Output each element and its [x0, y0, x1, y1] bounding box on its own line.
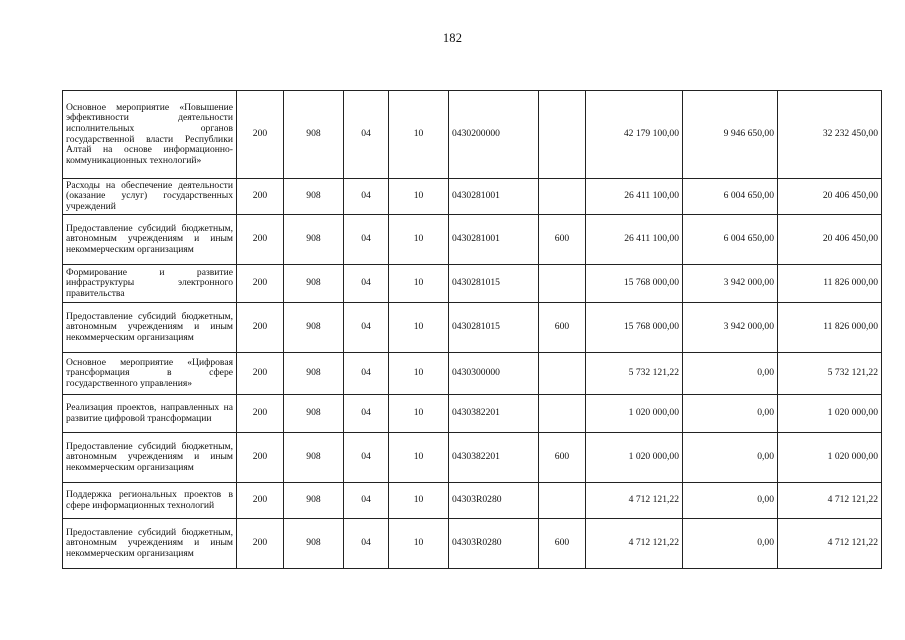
table-row — [63, 303, 882, 353]
cell-col4: 10 — [389, 433, 449, 483]
budget-table — [62, 90, 882, 569]
cell-type — [539, 91, 586, 179]
cell-amount3: 11 826 000,00 — [778, 265, 882, 303]
cell-col2: 908 — [284, 303, 344, 353]
cell-amount3: 20 406 450,00 — [778, 179, 882, 215]
page-number: 182 — [442, 31, 463, 45]
table-row — [63, 91, 882, 179]
cell-col2: 908 — [284, 433, 344, 483]
cell-amount3: 1 020 000,00 — [778, 395, 882, 433]
cell-code: 0430281001 — [449, 179, 539, 215]
cell-col1: 200 — [237, 433, 284, 483]
cell-amount1: 4 712 121,22 — [586, 519, 683, 569]
cell-type — [539, 483, 586, 519]
cell-col3: 04 — [344, 265, 389, 303]
cell-amount1: 1 020 000,00 — [586, 395, 683, 433]
cell-amount2: 0,00 — [683, 519, 778, 569]
cell-amount1: 26 411 100,00 — [586, 179, 683, 215]
cell-amount2: 6 004 650,00 — [683, 215, 778, 265]
cell-code: 04303R0280 — [449, 483, 539, 519]
cell-col3: 04 — [344, 303, 389, 353]
cell-col1: 200 — [237, 303, 284, 353]
row-description: Расходы на обеспечение деятельности (оказание услуг) государственных учреждений — [63, 179, 237, 215]
row-description: Предоставление субсидий бюджетным, автономным учреждениям и иным некоммерческим организациям — [63, 433, 237, 483]
cell-code: 0430382201 — [449, 433, 539, 483]
cell-col1: 200 — [237, 353, 284, 395]
cell-col3: 04 — [344, 395, 389, 433]
cell-col1: 200 — [237, 519, 284, 569]
cell-col4: 10 — [389, 91, 449, 179]
cell-col4: 10 — [389, 353, 449, 395]
cell-amount3: 5 732 121,22 — [778, 353, 882, 395]
cell-col3: 04 — [344, 179, 389, 215]
cell-code: 0430200000 — [449, 91, 539, 179]
cell-amount1: 15 768 000,00 — [586, 303, 683, 353]
cell-col4: 10 — [389, 519, 449, 569]
table-row — [63, 395, 882, 433]
table-row — [63, 483, 882, 519]
cell-col3: 04 — [344, 91, 389, 179]
cell-col2: 908 — [284, 483, 344, 519]
cell-col2: 908 — [284, 353, 344, 395]
cell-col2: 908 — [284, 519, 344, 569]
table-row — [63, 215, 882, 265]
cell-amount2: 3 942 000,00 — [683, 265, 778, 303]
cell-amount3: 32 232 450,00 — [778, 91, 882, 179]
cell-col3: 04 — [344, 519, 389, 569]
cell-col4: 10 — [389, 265, 449, 303]
cell-amount2: 0,00 — [683, 353, 778, 395]
cell-amount3: 1 020 000,00 — [778, 433, 882, 483]
cell-amount2: 0,00 — [683, 483, 778, 519]
row-description: Предоставление субсидий бюджетным, автономным учреждениям и иным некоммерческим организациям — [63, 215, 237, 265]
cell-type: 600 — [539, 303, 586, 353]
cell-code: 0430281001 — [449, 215, 539, 265]
cell-amount2: 3 942 000,00 — [683, 303, 778, 353]
cell-col1: 200 — [237, 215, 284, 265]
cell-code: 0430382201 — [449, 395, 539, 433]
cell-amount3: 4 712 121,22 — [778, 519, 882, 569]
cell-col1: 200 — [237, 179, 284, 215]
cell-col4: 10 — [389, 483, 449, 519]
cell-amount1: 4 712 121,22 — [586, 483, 683, 519]
row-description: Основное мероприятие «Цифровая трансформация в сфере государственного управления» — [63, 353, 237, 395]
cell-amount2: 0,00 — [683, 433, 778, 483]
cell-col4: 10 — [389, 395, 449, 433]
cell-col2: 908 — [284, 265, 344, 303]
cell-col2: 908 — [284, 179, 344, 215]
cell-amount1: 42 179 100,00 — [586, 91, 683, 179]
table-row — [63, 265, 882, 303]
table-row — [63, 353, 882, 395]
cell-col3: 04 — [344, 215, 389, 265]
cell-amount3: 4 712 121,22 — [778, 483, 882, 519]
cell-type: 600 — [539, 433, 586, 483]
cell-col1: 200 — [237, 395, 284, 433]
cell-code: 0430281015 — [449, 265, 539, 303]
cell-type — [539, 353, 586, 395]
row-description: Основное мероприятие «Повышение эффективности деятельности исполнительных органов государственной власти Республики Алтай на основе информационно-коммуникационных технологий» — [63, 91, 237, 179]
cell-col2: 908 — [284, 91, 344, 179]
cell-code: 04303R0280 — [449, 519, 539, 569]
cell-code: 0430300000 — [449, 353, 539, 395]
table-row — [63, 179, 882, 215]
cell-type: 600 — [539, 215, 586, 265]
row-description: Поддержка региональных проектов в сфере информационных технологий — [63, 483, 237, 519]
cell-type — [539, 265, 586, 303]
cell-type: 600 — [539, 519, 586, 569]
row-description: Формирование и развитие инфраструктуры электронного правительства — [63, 265, 237, 303]
cell-type — [539, 179, 586, 215]
cell-col4: 10 — [389, 215, 449, 265]
cell-col1: 200 — [237, 265, 284, 303]
cell-col1: 200 — [237, 483, 284, 519]
cell-col3: 04 — [344, 433, 389, 483]
cell-amount1: 1 020 000,00 — [586, 433, 683, 483]
table-row — [63, 519, 882, 569]
cell-col1: 200 — [237, 91, 284, 179]
cell-amount1: 5 732 121,22 — [586, 353, 683, 395]
cell-col4: 10 — [389, 179, 449, 215]
cell-amount1: 26 411 100,00 — [586, 215, 683, 265]
cell-amount3: 20 406 450,00 — [778, 215, 882, 265]
cell-col2: 908 — [284, 395, 344, 433]
table-row — [63, 433, 882, 483]
row-description: Реализация проектов, направленных на развитие цифровой трансформации — [63, 395, 237, 433]
cell-col4: 10 — [389, 303, 449, 353]
cell-amount3: 11 826 000,00 — [778, 303, 882, 353]
cell-amount2: 9 946 650,00 — [683, 91, 778, 179]
cell-amount2: 6 004 650,00 — [683, 179, 778, 215]
cell-type — [539, 395, 586, 433]
cell-col3: 04 — [344, 353, 389, 395]
cell-amount1: 15 768 000,00 — [586, 265, 683, 303]
cell-code: 0430281015 — [449, 303, 539, 353]
row-description: Предоставление субсидий бюджетным, автономным учреждениям и иным некоммерческим организациям — [63, 303, 237, 353]
row-description: Предоставление субсидий бюджетным, автономным учреждениям и иным некоммерческим организациям — [63, 519, 237, 569]
cell-amount2: 0,00 — [683, 395, 778, 433]
cell-col3: 04 — [344, 483, 389, 519]
cell-col2: 908 — [284, 215, 344, 265]
